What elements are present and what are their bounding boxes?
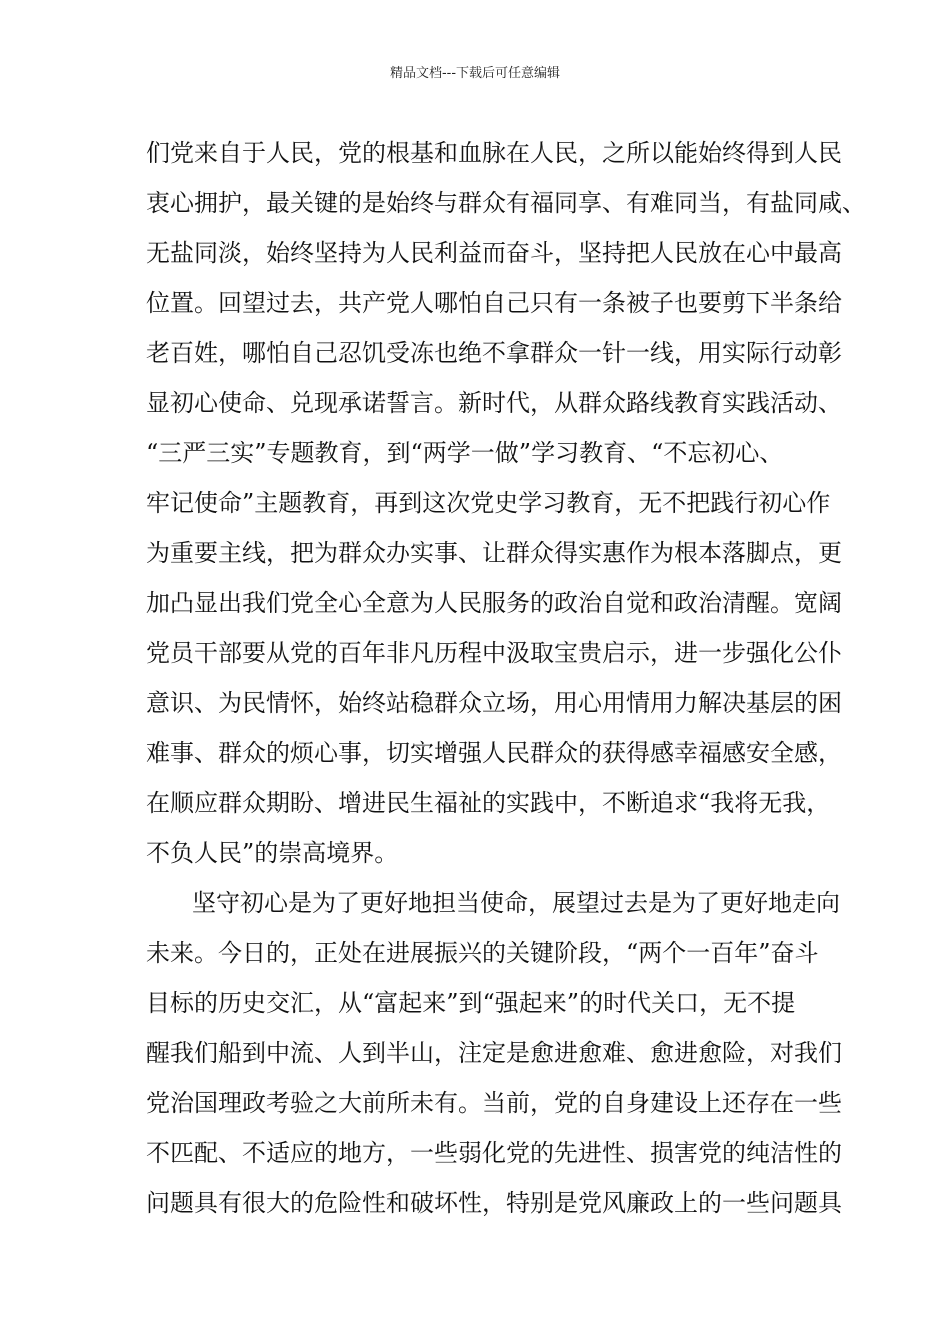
text-line: 意识、为民情怀，始终站稳群众立场，用心用情用力解决基层的困 <box>146 689 842 717</box>
text-line: 不负人民”的崇高境界。 <box>146 839 399 867</box>
text-line: 为重要主线，把为群众办实事、让群众得实惠作为根本落脚点，更 <box>146 539 842 567</box>
document-body <box>146 128 866 1228</box>
text-line: 衷心拥护，最关键的是始终与群众有福同享、有难同当，有盐同咸、 <box>146 189 866 217</box>
text-line-indented: 坚守初心是为了更好地担当使命，展望过去是为了更好地走向 <box>192 889 840 917</box>
text-line: 问题具有很大的危险性和破坏性，特别是党风廉政上的一些问题具 <box>146 1189 842 1217</box>
text-line: 显初心使命、兑现承诺誓言。新时代，从群众路线教育实践活动、 <box>146 389 842 417</box>
text-line: 党员干部要从党的百年非凡历程中汲取宝贵启示，进一步强化公仆 <box>146 639 842 667</box>
page-header: 精品文档---下载后可任意编辑 <box>389 66 561 81</box>
text-line: 牢记使命”主题教育，再到这次党史学习教育，无不把践行初心作 <box>146 489 831 517</box>
text-line: 们党来自于人民，党的根基和血脉在人民，之所以能始终得到人民 <box>146 139 842 167</box>
text-line: “三严三实”专题教育，到“两学一做”学习教育、“不忘初心、 <box>146 439 784 467</box>
text-line: 无盐同淡，始终坚持为人民利益而奋斗，坚持把人民放在心中最高 <box>146 239 842 267</box>
text-line: 不匹配、不适应的地方，一些弱化党的先进性、损害党的纯洁性的 <box>146 1139 842 1167</box>
text-line: 未来。今日的，正处在进展振兴的关键阶段，“两个一百年”奋斗 <box>146 939 819 967</box>
text-line: 党治国理政考验之大前所未有。当前，党的自身建设上还存在一些 <box>146 1089 842 1117</box>
text-line: 目标的历史交汇，从“富起来”到“强起来”的时代关口，无不提 <box>146 989 796 1017</box>
text-line: 老百姓，哪怕自己忍饥受冻也绝不拿群众一针一线，用实际行动彰 <box>146 339 842 367</box>
text-line: 醒我们船到中流、人到半山，注定是愈进愈难、愈进愈险，对我们 <box>146 1039 842 1067</box>
text-line: 加凸显出我们党全心全意为人民服务的政治自觉和政治清醒。宽阔 <box>146 589 842 617</box>
text-line: 在顺应群众期盼、增进民生福祉的实践中，不断追求“我将无我， <box>146 789 831 817</box>
paragraph-1 <box>146 128 866 878</box>
text-line: 难事、群众的烦心事，切实增强人民群众的获得感幸福感安全感， <box>146 739 842 767</box>
paragraph-2 <box>146 878 842 1228</box>
text-line: 位置。回望过去，共产党人哪怕自己只有一条被子也要剪下半条给 <box>146 289 842 317</box>
